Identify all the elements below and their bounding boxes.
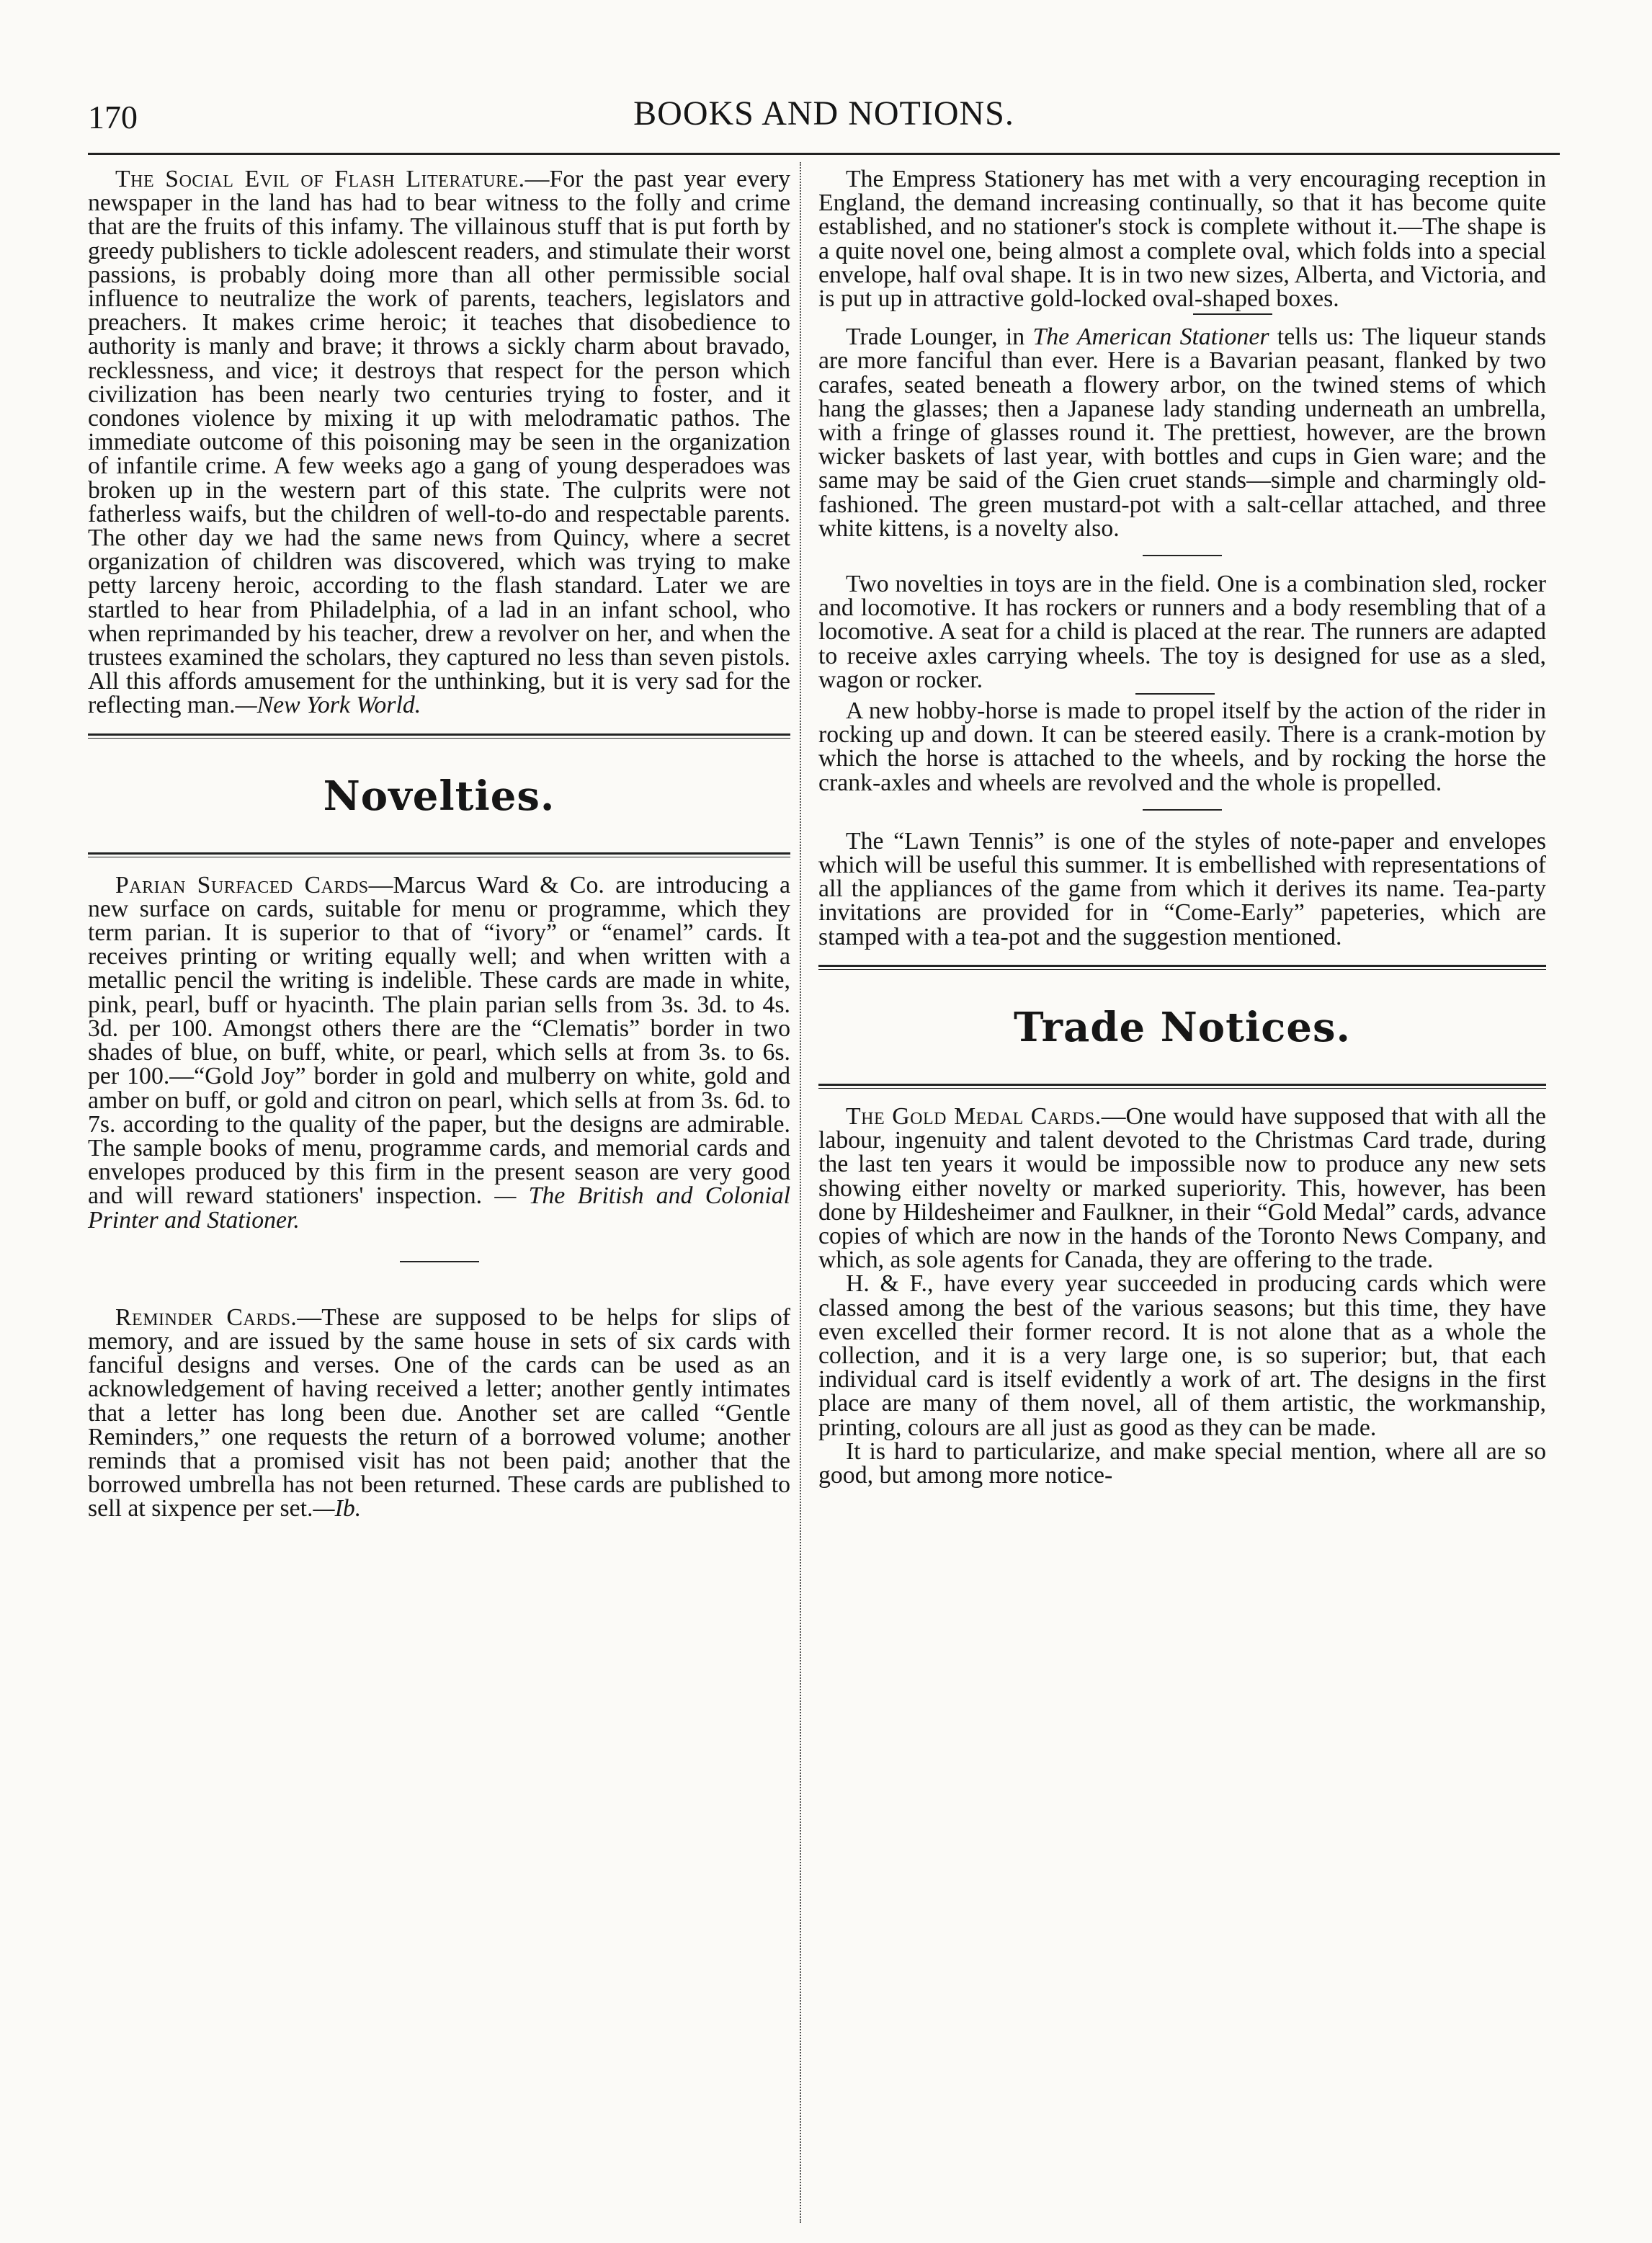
section-rule [88, 852, 790, 857]
article-body: —One would have supposed that with all the labour, ingenuity and talent devoted to the Christmas Card trade, during the last ten years it would be impossible now to produce any new sets showing either novelty or marked superiority. This, however, has been done by Hildesheimer and Faulkner, in their “Gold Medal” cards, advance copies of which are now in the hands of the Toronto News Company, and which, as sole agents for Canada, they are offering to the trade. [818, 1102, 1546, 1274]
article-title: Parian Surfaced Cards [115, 871, 369, 898]
article-body: —For the past year every newspaper in the land has had to bear witness to the folly and crime that are the fruits of this infamy. The villainous stuff that is put forth by greedy publishers to tickle adolescent readers, and stimulate their worst passions, is probably doing more than all other permissible social influence to neutralize the work of parents, teachers, legislators and preachers. It makes crime heroic; it teaches that disobedience to authority is manly and brave; it throws a sickly charm about bravado, recklessness, and vice; it destroys that respect for the person which civilization has been nearly two centuries trying to foster, and it condones violence by mixing it up with melodramatic pathos. The immediate outcome of this poisoning may be seen in the organization of infantile crime. A few weeks ago a gang of young desperadoes was broken up in the western part of this state. The culprits were not fatherless waifs, but the children of well-to-do and respectable parents. The other day we had the same news from Quincy, where a secret organization of children was discovered, which was trying to make petty larceny heroic, according to the flash standard. Later we are startled to hear from Philadelphia, of a lad in an infant school, who when reprimanded by his teacher, drew a revolver on her, and when the trustees examined the scholars, they captured no less than seven pistols. All this affords amusement for the unthinking, but it is very sad for the reflecting man. [88, 166, 791, 719]
article-body: —These are supposed to be helps for slips of memory, and are issued by the same house in sets of six cards with fanciful designs and verses. One of the cards can be used as an acknowledgement of having received a letter; another gently intimates that a letter has long been due. Another set are called “Gentle Reminders,” one requests the return of a borrowed volume; another reminds that a promised visit has not been paid; another that the borrowed umbrella has not been returned. These cards are published to sell at sixpence per set. [88, 1303, 791, 1522]
article-source: —Ib. [313, 1495, 362, 1522]
article-source: The American Stationer [1032, 324, 1269, 351]
article-title: The Gold Medal Cards. [846, 1102, 1102, 1130]
separator-rule [1135, 693, 1215, 695]
article-empress-stationery: The Empress Stationery has met with a very encouraging reception in England, the demand increasing continually, so that it has become quite established, and no stationer's stock is complete without it.—The shape is a quite novel one, being almost a complete oval, which folds into a special envelope, half oval shape. It is in two new sizes, Alberta, and Victoria, and is put up in attractive gold-locked oval-shaped boxes. [818, 166, 1546, 313]
running-title: BOOKS AND NOTIONS. [633, 94, 1014, 133]
article-liqueur-stands [818, 325, 1546, 540]
column-divider [800, 162, 801, 2223]
article-intro: Trade Lounger, in [846, 324, 1033, 351]
separator-rule [400, 1261, 479, 1262]
article-lawn-tennis: The “Lawn Tennis” is one of the styles of note-paper and envelopes which will be useful this summer. It is embellished with representations of all the appliances of the game from which it derives its name. Tea-party invitations are provided for in “Come-Early” papeteries, which are stamped with a tea-pot and the suggestion mentioned. [818, 827, 1546, 950]
separator-rule [1193, 313, 1272, 315]
section-rule [818, 965, 1546, 970]
separator-rule [1143, 555, 1222, 556]
article-source: — The British and Colonial Printer and Stationer. [88, 1182, 791, 1234]
page-number: 170 [88, 99, 138, 135]
article-hobby-horse: A new hobby-horse is made to propel itself by the action of the rider in rocking up and down. It can be steered easily. There is a crank-motion by which the horse is attached to the wheels, and by rocking the horse the crank-axles and wheels are revolved and the whole is propelled. [818, 697, 1546, 796]
article-gold-medal-cards [818, 1102, 1546, 1274]
article-title: Reminder Cards. [115, 1303, 298, 1331]
article-toys: Two novelties in toys are in the field. One is a combination sled, rocker and locomotive. It has rockers or runners and a body resembling that of a locomotive. A seat for a child is placed at the rear. The runners are adapted to receive axles carrying wheels. The toy is designed for use as a sled, wagon or rocker. [818, 571, 1546, 693]
header-rule [88, 153, 1560, 155]
section-rule [818, 1084, 1546, 1089]
article-particularize: It is hard to particularize, and make special mention, where all are so good, but among more notice- [818, 1437, 1546, 1489]
article-reminder-cards [88, 1303, 791, 1522]
left-column [88, 167, 790, 1521]
article-body: —Marcus Ward & Co. are introducing a new surface on cards, suitable for menu or programme, which they term parian. It is superior to that of “ivory” or “enamel” cards. It receives printing or writing equally well; and when written with a metallic pencil the writing is indelible. These cards are made in white, pink, pearl, buff or hyacinth. The plain parian sells from 3s. 3d. to 4s. 3d. per 100. Amongst others there are the “Clematis” border in two shades of blue, on buff, white, or pearl, which sells at from 3s. to 6s. per 100.—“Gold Joy” border in gold and mulberry on white, gold and amber on buff, or gold and citron on pearl, which sells at from 3s. 6d. to 7s. according to the quality of the paper, but the designs are admirable. The sample books of menu, programme cards, and memorial cards and envelopes produced by this firm in the present season are very good and will reward stationers' inspection. [88, 871, 790, 1210]
article-social-evil [88, 167, 790, 718]
section-heading-novelties: Novelties. [323, 772, 555, 820]
right-column [818, 167, 1546, 1487]
page-header [88, 94, 1560, 159]
article-body: tells us: The liqueur stands are more fanciful than ever. Here is a Bavarian peasant, flanked by two carafes, seated beneath a flowery arbor, on the twined stems of which hang the glasses; then a Japanese lady standing underneath an umbrella, with a fringe of glasses round it. The prettiest, however, are the brown wicker baskets of last year, with bottles and cups in Gien ware; and the same may be said of the Gien cruet stands—simple and charmingly old-fashioned. The green mustard-pot with a salt-cellar attached, and three white kittens, is a novelty also. [818, 324, 1546, 542]
article-source: —New York World. [235, 692, 421, 719]
article-title: The Social Evil of Flash Literature. [115, 166, 525, 192]
section-rule [88, 733, 790, 739]
article-parian-cards [88, 873, 790, 1232]
section-heading-trade-notices: Trade Notices. [1013, 1003, 1352, 1051]
separator-rule [1143, 809, 1222, 811]
article-hf-paragraph: H. & F., have every year succeeded in producing cards which were classed among the best of the various seasons; but this time, they have even excelled their former record. It is not alone that as a whole the collection, and it is a very large one, is so superior; but, that each individual card is itself evidently a work of art. The designs in the first place are many of them novel, all of them artistic, the workmanship, printing, colours are all just as good as they can be made. [818, 1270, 1546, 1441]
